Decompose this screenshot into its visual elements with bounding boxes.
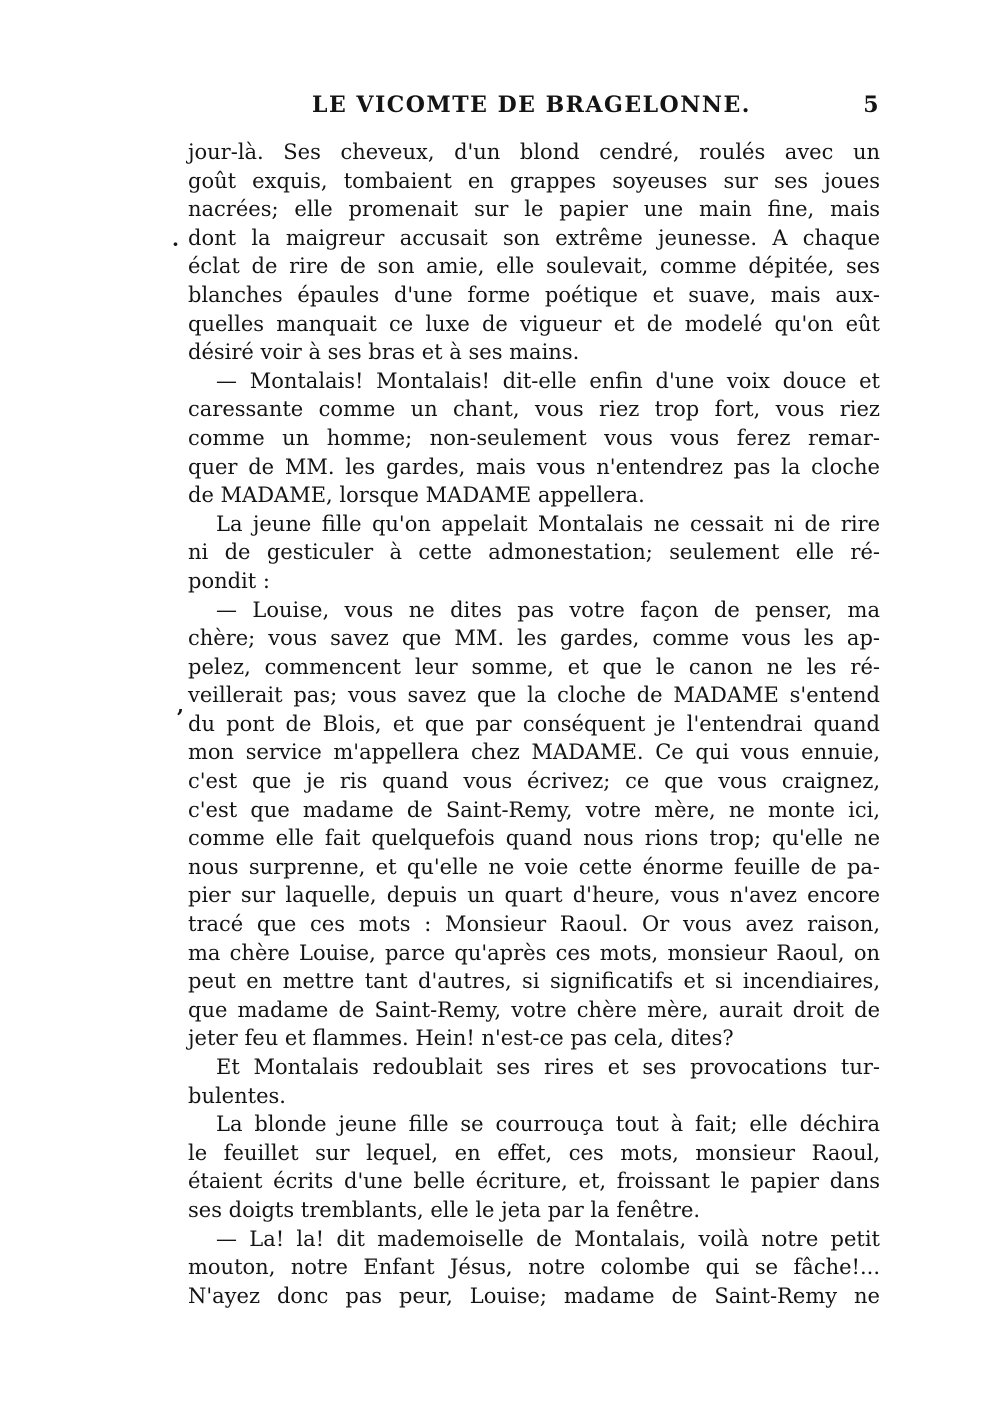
text-line: quelles manquait ce luxe de vigueur et de modelé qu'on eût <box>188 311 880 336</box>
text-line: blanches épaules d'une forme poétique et suave, mais aux- <box>188 282 880 307</box>
text-line: Et Montalais redoublait ses rires et ses provocations tur- <box>216 1055 880 1079</box>
text-line: peut en mettre tant d'autres, si significatifs et si incendiaires, <box>188 969 880 994</box>
text-line: le feuillet sur lequel, en effet, ces mots, monsieur Raoul, <box>188 1140 880 1165</box>
text-line: — Louise, vous ne dites pas votre façon de penser, ma <box>216 597 880 622</box>
text-line: jeter feu et flammes. Hein! n'est-ce pas cela, dites? <box>188 1026 734 1051</box>
text-line: — Montalais! Montalais! dit-elle enfin d'une voix douce et <box>216 368 880 393</box>
text-line: quer de MM. les gardes, mais vous n'entendrez pas la cloche <box>188 454 880 479</box>
margin-mark: , <box>177 693 184 717</box>
text-line: du pont de Blois, et que par conséquent je l'entendrai quand <box>188 711 880 736</box>
text-line: chère; vous savez que MM. les gardes, comme vous les ap- <box>188 626 880 651</box>
text-line: veillerait pas; vous savez que la cloche de MADAME s'entend <box>188 683 880 708</box>
text-line: N'ayez donc pas peur, Louise; madame de Saint-Remy ne <box>188 1283 880 1308</box>
text-line: mouton, notre Enfant Jésus, notre colombe qui se fâche!... <box>188 1255 880 1280</box>
text-line: c'est que je ris quand vous écrivez; ce que vous craignez, <box>188 769 880 794</box>
text-line: éclat de rire de son amie, elle soulevait, comme dépitée, ses <box>188 254 880 279</box>
text-line: comme un homme; non-seulement vous vous ferez remar- <box>188 425 880 450</box>
text-line: ni de gesticuler à cette admonestation; seulement elle ré- <box>188 540 880 565</box>
page-number: 5 <box>863 92 880 118</box>
text-line: ma chère Louise, parce qu'après ces mots, monsieur Raoul, on <box>188 940 880 965</box>
text-line: pondit : <box>188 568 270 593</box>
text-body <box>188 138 880 1310</box>
text-line: comme elle fait quelquefois quand nous rions trop; qu'elle ne <box>188 826 880 851</box>
text-line: pier sur laquelle, depuis un quart d'heure, vous n'avez encore <box>188 883 880 908</box>
text-line: nous surprenne, et qu'elle ne voie cette énorme feuille de pa- <box>188 854 880 879</box>
text-line: désiré voir à ses bras et à ses mains. <box>188 340 580 365</box>
running-title: LE VICOMTE DE BRAGELONNE. <box>312 92 751 118</box>
text-line: c'est que madame de Saint-Remy, votre mère, ne monte ici, <box>188 797 880 822</box>
text-line: ses doigts tremblants, elle le jeta par la fenêtre. <box>188 1197 701 1222</box>
text-line: tracé que ces mots : Monsieur Raoul. Or vous avez raison, <box>188 912 880 937</box>
text-line: dont la maigreur accusait son extrême jeunesse. A chaque <box>188 225 880 250</box>
text-line: goût exquis, tombaient en grappes soyeuses sur ses joues <box>188 168 880 193</box>
text-line: nacrées; elle promenait sur le papier une main fine, mais <box>188 197 880 222</box>
text-line: jour-là. Ses cheveux, d'un blond cendré, roulés avec un <box>188 140 880 164</box>
text-line: La blonde jeune fille se courrouça tout à fait; elle déchira <box>216 1112 880 1137</box>
text-line: — La! la! dit mademoiselle de Montalais, voilà notre petit <box>216 1226 880 1251</box>
text-line: étaient écrits d'une belle écriture, et, froissant le papier dans <box>188 1169 880 1194</box>
text-line: de MADAME, lorsque MADAME appellera. <box>188 483 645 508</box>
text-line: mon service m'appellera chez MADAME. Ce qui vous ennuie, <box>188 740 880 765</box>
text-line: que madame de Saint-Remy, votre chère mère, aurait droit de <box>188 997 880 1022</box>
page-header <box>188 90 880 126</box>
text-line: bulentes. <box>188 1083 286 1108</box>
text-line: pelez, commencent leur somme, et que le canon ne les ré- <box>188 654 880 679</box>
margin-mark: · <box>172 232 179 256</box>
text-line: La jeune fille qu'on appelait Montalais ne cessait ni de rire <box>216 511 880 536</box>
text-line: caressante comme un chant, vous riez trop fort, vous riez <box>188 397 880 422</box>
